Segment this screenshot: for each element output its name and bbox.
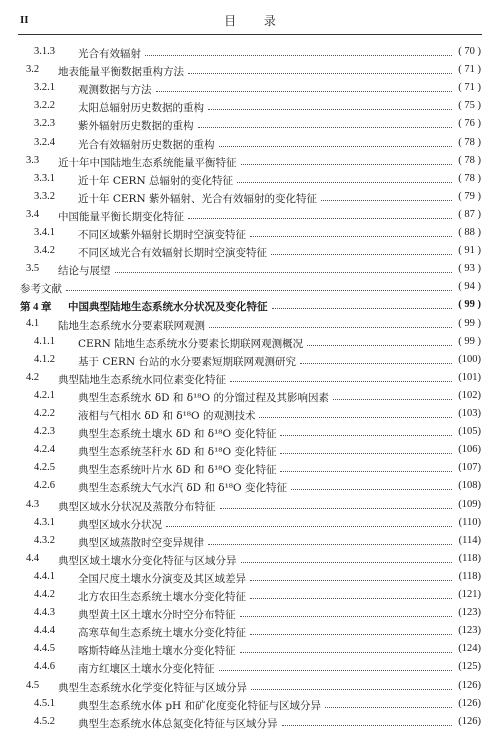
toc-entry-page: ( 93 ) bbox=[458, 263, 481, 275]
toc-entry-page: (101) bbox=[458, 371, 481, 383]
toc-entry-number: 3.3.1 bbox=[34, 172, 55, 184]
dot-leader bbox=[230, 372, 452, 386]
dot-leader bbox=[219, 137, 452, 151]
dot-leader bbox=[250, 589, 452, 603]
toc-entry-number: 4.1.2 bbox=[34, 353, 55, 365]
toc-entry-page: (102) bbox=[458, 389, 481, 401]
toc-entry-title: 地表能量平衡数据重构方法 bbox=[58, 66, 184, 79]
toc-entry-title: 紫外辐射历史数据的重构 bbox=[78, 120, 194, 133]
toc-entry-page: (107) bbox=[458, 462, 481, 474]
toc-entry-page: (114) bbox=[458, 534, 481, 546]
dot-leader bbox=[271, 245, 452, 259]
page-title: 目 录 bbox=[224, 14, 288, 28]
toc-entry-page: (124) bbox=[458, 643, 481, 655]
header-divider bbox=[18, 34, 482, 35]
toc-entry-title: 近十年中国陆地生态系统能量平衡特征 bbox=[58, 156, 237, 169]
toc-entry-page: (121) bbox=[458, 589, 481, 600]
toc-entry-title: 观测数据与方法 bbox=[78, 84, 152, 97]
toc-entry-page: ( 79 ) bbox=[458, 190, 481, 202]
dot-leader bbox=[251, 680, 452, 694]
toc-entry-page: ( 87 ) bbox=[458, 208, 481, 220]
toc-entry-title: 结论与展望 bbox=[58, 265, 111, 278]
toc-entry-number: 3.4.1 bbox=[34, 227, 55, 238]
dot-leader bbox=[321, 191, 452, 205]
dot-leader bbox=[325, 698, 452, 712]
toc-entry-number: 4.3.2 bbox=[34, 534, 55, 546]
toc-entry-number: 4.1.1 bbox=[34, 335, 55, 347]
toc-entry-number: 4.4.2 bbox=[34, 589, 55, 600]
dot-leader bbox=[282, 716, 452, 730]
dot-leader bbox=[333, 390, 452, 404]
dot-leader bbox=[237, 173, 452, 187]
page-number: II bbox=[20, 14, 29, 26]
dot-leader bbox=[280, 426, 452, 440]
dot-leader bbox=[240, 607, 452, 621]
dot-leader bbox=[66, 281, 452, 295]
toc-entry-title: 光合有效辐射历史数据的重构 bbox=[78, 138, 215, 151]
toc-entry[interactable] bbox=[0, 711, 500, 735]
toc-entry-page: (109) bbox=[458, 498, 481, 510]
toc-entry-page: (103) bbox=[458, 408, 481, 419]
toc-entry-page: ( 71 ) bbox=[458, 82, 481, 94]
toc-entry-page: ( 78 ) bbox=[458, 136, 481, 148]
toc-entry-number: 4.2.2 bbox=[34, 408, 55, 419]
toc-entry-title: 北方农田生态系统土壤水分变化特征 bbox=[78, 591, 246, 603]
toc-entry-title: 典型区域水分状况 bbox=[78, 518, 162, 531]
dot-leader bbox=[115, 263, 452, 277]
toc-entry-title: 全国尺度土壤水分演变及其区域差异 bbox=[78, 572, 246, 585]
dot-leader bbox=[198, 118, 452, 132]
dot-leader bbox=[219, 661, 452, 675]
toc-entry-title: 典型黄土区土壤水分时空分布特征 bbox=[78, 609, 236, 622]
toc-entry-title: 典型生态系统水化学变化特征与区域分异 bbox=[58, 681, 247, 694]
dot-leader bbox=[272, 299, 452, 313]
dot-leader bbox=[250, 227, 452, 241]
toc-entry-number: 4.2.3 bbox=[34, 426, 55, 438]
toc-entry-title: 高寒草甸生态系统土壤水分变化特征 bbox=[78, 627, 246, 640]
toc-entry-page: (123) bbox=[458, 625, 481, 637]
toc-entry-page: (105) bbox=[458, 426, 481, 438]
toc-entry-number: 4.3 bbox=[26, 498, 40, 510]
toc-entry-title: 太阳总辐射历史数据的重构 bbox=[78, 102, 204, 115]
toc-entry-title: 近十年 CERN 紫外辐射、光合有效辐射的变化特征 bbox=[78, 192, 317, 205]
toc-entry-number: 3.4.2 bbox=[34, 245, 55, 257]
toc-entry-title: 液相与气相水 δD 和 δ¹⁸O 的观测技术 bbox=[78, 410, 256, 422]
toc-entry-page: ( 76 ) bbox=[458, 118, 481, 130]
dot-leader bbox=[280, 462, 452, 476]
toc-entry-title: 典型区域水分状况及蒸散分布特征 bbox=[58, 500, 216, 513]
dot-leader bbox=[220, 499, 452, 513]
toc-entry-number: 4.5 bbox=[26, 679, 40, 691]
dot-leader bbox=[209, 318, 452, 332]
toc-entry-number: 4.2.6 bbox=[34, 480, 55, 492]
toc-entry-title: 中国能量平衡长期变化特征 bbox=[58, 210, 184, 223]
toc-entry-page: ( 70 ) bbox=[458, 46, 481, 57]
toc-entry-page: (100) bbox=[458, 353, 481, 365]
toc-entry-title: 中国典型陆地生态系统水分状况及变化特征 bbox=[68, 301, 268, 314]
toc-entry-number: 3.1.3 bbox=[34, 46, 55, 57]
toc-entry-page: ( 91 ) bbox=[458, 245, 481, 257]
toc-entry-page: (108) bbox=[458, 480, 481, 492]
toc-entry-number: 4.2 bbox=[26, 371, 40, 383]
toc-entry-number: 3.4 bbox=[26, 208, 40, 220]
toc-entry-title: 不同区域光合有效辐射长期时空演变特征 bbox=[78, 247, 267, 260]
toc-entry-page: ( 78 ) bbox=[458, 172, 481, 184]
toc-entry-page: ( 71 ) bbox=[458, 64, 481, 76]
dot-leader bbox=[291, 480, 452, 494]
dot-leader bbox=[300, 354, 452, 368]
toc-entry-number: 3.2.1 bbox=[34, 82, 55, 94]
toc-entry-page: (118) bbox=[458, 570, 481, 582]
toc-entry-title: 陆地生态系统水分要素联网观测 bbox=[58, 319, 205, 332]
toc-entry-title: 典型陆地生态系统水同位素变化特征 bbox=[58, 373, 226, 386]
toc-entry-number: 4.5.1 bbox=[34, 697, 55, 709]
toc-entry-number: 3.5 bbox=[26, 263, 40, 275]
toc-entry-number: 4.4.5 bbox=[34, 643, 55, 655]
toc-entry-number: 4.4.1 bbox=[34, 570, 55, 582]
toc-entry-page: (106) bbox=[458, 444, 481, 456]
dot-leader bbox=[188, 209, 452, 223]
toc-entry-number: 4.1 bbox=[26, 317, 40, 329]
toc-entry-page: (123) bbox=[458, 607, 481, 619]
dot-leader bbox=[241, 553, 452, 567]
dot-leader bbox=[280, 444, 452, 458]
toc-entry-title: 典型生态系统水 δD 和 δ¹⁸O 的分馏过程及其影响因素 bbox=[78, 391, 329, 404]
page-header bbox=[0, 0, 500, 36]
dot-leader bbox=[250, 571, 452, 585]
toc-entry-title: 典型区域蒸散时空变异规律 bbox=[78, 536, 204, 549]
toc-entry-title: 喀斯特峰丛洼地土壤水分变化特征 bbox=[78, 645, 236, 658]
toc-entry-number: 4.2.5 bbox=[34, 462, 55, 474]
toc-entry-page: ( 99 ) bbox=[458, 317, 481, 329]
dot-leader bbox=[259, 408, 452, 422]
dot-leader bbox=[241, 155, 452, 169]
toc-entry-title: 典型区域土壤水分变化特征与区域分异 bbox=[58, 554, 237, 567]
toc-entry-number: 4.4.6 bbox=[34, 661, 55, 673]
toc-entry-number: 3.2.4 bbox=[34, 136, 55, 148]
dot-leader bbox=[240, 643, 452, 657]
dot-leader bbox=[188, 64, 452, 78]
toc-entry-title: CERN 陆地生态系统水分要素长期联网观测概况 bbox=[78, 337, 304, 350]
toc-entry-page: (118) bbox=[458, 552, 481, 564]
toc-entry-title: 典型生态系统叶片水 δD 和 δ¹⁸O 变化特征 bbox=[78, 464, 277, 477]
toc-entry-page: ( 99 ) bbox=[458, 335, 481, 347]
toc-entry-page: ( 88 ) bbox=[458, 227, 481, 238]
toc-entry-page: (126) bbox=[458, 679, 481, 691]
toc-entry-title: 典型生态系统土壤水 δD 和 δ¹⁸O 变化特征 bbox=[78, 428, 277, 441]
toc-entry-title: 近十年 CERN 总辐射的变化特征 bbox=[78, 174, 233, 187]
toc-entry-title: 参考文献 bbox=[20, 283, 62, 296]
toc-entry-page: ( 94 ) bbox=[458, 281, 481, 293]
toc-entry-number: 3.2.2 bbox=[34, 100, 55, 112]
toc-entry-number: 第 4 章 bbox=[20, 302, 52, 314]
toc-entry-number: 3.2.3 bbox=[34, 118, 55, 130]
toc-entry-page: ( 75 ) bbox=[458, 100, 481, 112]
toc-entry-number: 4.4 bbox=[26, 552, 40, 564]
toc-entry-page: ( 99 ) bbox=[458, 299, 481, 311]
toc-entry-page: (110) bbox=[458, 516, 481, 528]
dot-leader bbox=[156, 82, 452, 96]
dot-leader bbox=[166, 517, 452, 531]
toc-entry-page: (126) bbox=[458, 715, 481, 727]
toc-entry-title: 典型生态系统大气水汽 δD 和 δ¹⁸O 变化特征 bbox=[78, 482, 287, 495]
toc-entry-title: 不同区域紫外辐射长期时空演变特征 bbox=[78, 229, 246, 241]
dot-leader bbox=[208, 100, 452, 114]
toc-entry-number: 4.5.2 bbox=[34, 715, 55, 727]
toc-entry-page: (125) bbox=[458, 661, 481, 673]
toc-entry-number: 3.2 bbox=[26, 64, 40, 76]
toc-entry-number: 4.2.4 bbox=[34, 444, 55, 456]
toc-entry-number: 4.4.3 bbox=[34, 607, 55, 619]
toc-entry-title: 典型生态系统水体 pH 和矿化度变化特征与区域分异 bbox=[78, 699, 322, 712]
toc-entry-number: 4.3.1 bbox=[34, 516, 55, 528]
toc-entry-title: 光合有效辐射 bbox=[78, 48, 141, 60]
toc-entry-title: 南方红壤区土壤水分变化特征 bbox=[78, 663, 215, 676]
toc-entry-page: ( 78 ) bbox=[458, 154, 481, 166]
toc-entry-title: 典型生态系统水体总氮变化特征与区域分异 bbox=[78, 717, 278, 730]
toc-entry-number: 4.2.1 bbox=[34, 389, 55, 401]
toc-entry-number: 4.4.4 bbox=[34, 625, 55, 637]
dot-leader bbox=[145, 46, 452, 60]
dot-leader bbox=[307, 336, 452, 350]
toc-entry-title: 典型生态系统茎秆水 δD 和 δ¹⁸O 变化特征 bbox=[78, 446, 277, 459]
toc-entry-page: (126) bbox=[458, 697, 481, 709]
toc-entry-number: 3.3.2 bbox=[34, 190, 55, 202]
toc-entry-title: 基于 CERN 台站的水分要素短期联网观测研究 bbox=[78, 355, 296, 368]
toc-entry-number: 3.3 bbox=[26, 154, 40, 166]
dot-leader bbox=[250, 625, 452, 639]
dot-leader bbox=[208, 535, 452, 549]
